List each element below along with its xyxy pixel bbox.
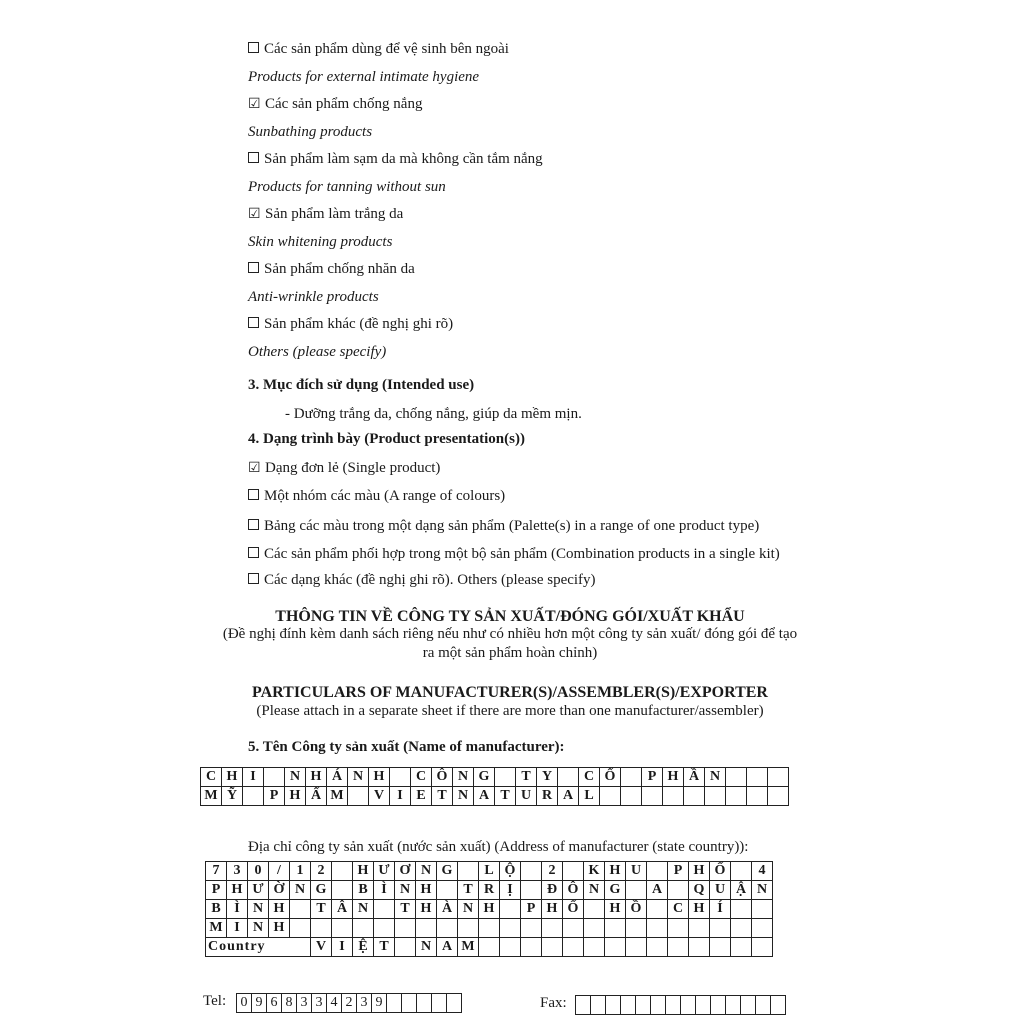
char-cell[interactable]: 3	[227, 862, 248, 881]
char-cell[interactable]: Ị	[500, 881, 521, 900]
presentation-option	[248, 545, 780, 563]
digit-cell[interactable]: 3	[312, 994, 327, 1013]
char-cell[interactable]: G	[311, 881, 332, 900]
char-cell[interactable]: I	[390, 787, 411, 806]
char-cell[interactable]: N	[584, 881, 605, 900]
digit-cell[interactable]: 3	[297, 994, 312, 1013]
char-cell[interactable]: K	[584, 862, 605, 881]
char-cell[interactable]	[626, 919, 647, 938]
char-cell[interactable]: E	[411, 787, 432, 806]
char-cell[interactable]: Ộ	[500, 862, 521, 881]
checkbox[interactable]	[248, 42, 259, 53]
char-cell[interactable]: U	[710, 881, 731, 900]
char-cell[interactable]: H	[689, 900, 710, 919]
char-cell[interactable]: H	[663, 768, 684, 787]
char-cell[interactable]: N	[290, 881, 311, 900]
char-cell[interactable]	[264, 768, 285, 787]
char-cell[interactable]	[374, 919, 395, 938]
category-label-vi: Sản phẩm chống nhăn da	[264, 261, 415, 277]
char-cell[interactable]: H	[479, 900, 500, 919]
digit-cell[interactable]	[432, 994, 447, 1013]
char-cell[interactable]: I	[227, 919, 248, 938]
char-cell[interactable]: L	[579, 787, 600, 806]
country-char-cell[interactable]	[584, 938, 605, 957]
char-cell[interactable]	[290, 919, 311, 938]
checkbox[interactable]	[248, 573, 259, 584]
manufacturer-info-vi-note-2: ra một sản phẩm hoàn chỉnh)	[422, 645, 598, 661]
char-cell[interactable]: Ô	[563, 881, 584, 900]
char-cell[interactable]: B	[353, 881, 374, 900]
char-cell[interactable]: Ố	[710, 862, 731, 881]
char-cell[interactable]	[752, 900, 773, 919]
char-cell[interactable]: Ô	[432, 768, 453, 787]
char-cell[interactable]: H	[542, 900, 563, 919]
char-cell[interactable]: Ư	[374, 862, 395, 881]
category-label-en: Others (please specify)	[248, 344, 387, 360]
checked-checkbox[interactable]: ☑	[248, 461, 261, 476]
digit-cell[interactable]	[756, 996, 771, 1015]
digit-cell[interactable]: 6	[267, 994, 282, 1013]
char-cell[interactable]: Ỹ	[222, 787, 243, 806]
char-cell[interactable]: H	[369, 768, 390, 787]
char-cell[interactable]: T	[432, 787, 453, 806]
char-cell[interactable]: Ờ	[269, 881, 290, 900]
digit-cell[interactable]: 4	[327, 994, 342, 1013]
char-cell[interactable]: N	[458, 900, 479, 919]
tel-field	[236, 993, 462, 1013]
char-cell[interactable]: C	[579, 768, 600, 787]
char-cell[interactable]	[705, 787, 726, 806]
char-cell[interactable]: G	[437, 862, 458, 881]
digit-cell[interactable]: 9	[252, 994, 267, 1013]
char-cell[interactable]: A	[558, 787, 579, 806]
digit-cell[interactable]: 8	[282, 994, 297, 1013]
char-cell[interactable]: N	[353, 900, 374, 919]
category-label-en: Products for tanning without sun	[248, 179, 446, 195]
char-cell[interactable]	[621, 787, 642, 806]
char-cell[interactable]: N	[248, 900, 269, 919]
char-cell[interactable]: G	[605, 881, 626, 900]
country-char-cell[interactable]	[479, 938, 500, 957]
digit-cell[interactable]	[711, 996, 726, 1015]
char-cell[interactable]: Ổ	[600, 768, 621, 787]
manufacturer-name-grid	[200, 767, 789, 806]
category-item	[248, 315, 453, 333]
presentation-label: Các sản phẩm phối hợp trong một bộ sản phẩm (Combination products in a single kit)	[264, 546, 780, 562]
char-cell[interactable]: C	[201, 768, 222, 787]
char-cell[interactable]	[752, 919, 773, 938]
char-cell[interactable]: Â	[332, 900, 353, 919]
char-cell[interactable]	[605, 919, 626, 938]
char-cell[interactable]: U	[516, 787, 537, 806]
char-cell[interactable]	[353, 919, 374, 938]
digit-cell[interactable]	[636, 996, 651, 1015]
section-4-heading: 4. Dạng trình bày (Product presentation(s))	[248, 431, 525, 447]
country-char-cell[interactable]: N	[416, 938, 437, 957]
char-cell[interactable]: À	[437, 900, 458, 919]
char-cell[interactable]	[584, 919, 605, 938]
char-cell[interactable]: H	[222, 768, 243, 787]
country-label: Country	[206, 938, 311, 957]
char-cell[interactable]	[500, 919, 521, 938]
char-cell[interactable]: N	[395, 881, 416, 900]
checkbox[interactable]	[248, 262, 259, 273]
char-cell[interactable]: N	[453, 768, 474, 787]
char-cell[interactable]: M	[206, 919, 227, 938]
country-char-cell[interactable]	[752, 938, 773, 957]
char-cell[interactable]: I	[243, 768, 264, 787]
char-cell[interactable]	[726, 787, 747, 806]
char-cell[interactable]: M	[201, 787, 222, 806]
char-cell[interactable]	[521, 919, 542, 938]
digit-cell[interactable]	[417, 994, 432, 1013]
char-cell[interactable]	[747, 768, 768, 787]
char-cell[interactable]	[668, 881, 689, 900]
category-label-en: Skin whitening products	[248, 234, 393, 250]
char-cell[interactable]	[731, 862, 752, 881]
char-cell[interactable]: P	[521, 900, 542, 919]
presentation-option	[248, 487, 505, 505]
category-label-vi: Sản phẩm làm trắng da	[265, 206, 404, 222]
char-cell[interactable]: /	[269, 862, 290, 881]
char-cell[interactable]	[747, 787, 768, 806]
char-cell[interactable]: N	[285, 768, 306, 787]
char-cell[interactable]	[437, 919, 458, 938]
char-cell[interactable]	[416, 919, 437, 938]
char-cell[interactable]: C	[668, 900, 689, 919]
checkbox[interactable]	[248, 317, 259, 328]
manufacturer-info-en-title: PARTICULARS OF MANUFACTURER(S)/ASSEMBLER(S)/EXPORTER	[252, 684, 768, 701]
category-label-vi: Sản phẩm khác (đề nghị ghi rõ)	[264, 316, 454, 332]
char-cell[interactable]	[684, 787, 705, 806]
digit-cell[interactable]	[651, 996, 666, 1015]
category-label-en: Sunbathing products	[248, 124, 373, 140]
checkbox[interactable]	[248, 519, 259, 530]
presentation-label: Dạng đơn lẻ (Single product)	[265, 460, 441, 476]
fax-field	[575, 995, 786, 1015]
char-cell[interactable]: N	[705, 768, 726, 787]
char-cell[interactable]: H	[605, 900, 626, 919]
country-char-cell[interactable]	[731, 938, 752, 957]
char-cell[interactable]: P	[642, 768, 663, 787]
char-cell[interactable]	[395, 919, 416, 938]
char-cell[interactable]	[621, 768, 642, 787]
category-item	[248, 95, 422, 113]
char-cell[interactable]	[584, 900, 605, 919]
country-char-cell[interactable]	[647, 938, 668, 957]
char-cell[interactable]: M	[327, 787, 348, 806]
char-cell[interactable]: V	[369, 787, 390, 806]
digit-cell[interactable]	[771, 996, 786, 1015]
char-cell[interactable]: T	[395, 900, 416, 919]
digit-cell[interactable]	[666, 996, 681, 1015]
country-char-cell[interactable]	[542, 938, 563, 957]
char-cell[interactable]: H	[269, 919, 290, 938]
char-cell[interactable]	[332, 919, 353, 938]
char-cell[interactable]	[642, 787, 663, 806]
char-cell[interactable]: C	[411, 768, 432, 787]
char-cell[interactable]	[521, 862, 542, 881]
char-cell[interactable]: N	[453, 787, 474, 806]
category-item	[248, 260, 415, 278]
char-cell[interactable]	[437, 881, 458, 900]
char-cell[interactable]	[558, 768, 579, 787]
category-label-vi: Các sản phẩm dùng để vệ sinh bên ngoài	[264, 41, 509, 57]
char-cell[interactable]	[479, 919, 500, 938]
char-cell[interactable]: N	[348, 768, 369, 787]
digit-cell[interactable]	[681, 996, 696, 1015]
country-char-cell[interactable]	[521, 938, 542, 957]
char-cell[interactable]: Í	[710, 900, 731, 919]
presentation-label: Một nhóm các màu (A range of colours)	[264, 488, 506, 504]
char-cell[interactable]: T	[516, 768, 537, 787]
checked-checkbox[interactable]: ☑	[248, 207, 261, 222]
char-cell[interactable]: H	[306, 768, 327, 787]
char-cell[interactable]: 2	[311, 862, 332, 881]
char-cell[interactable]	[731, 900, 752, 919]
char-cell[interactable]: B	[206, 900, 227, 919]
char-cell[interactable]: U	[626, 862, 647, 881]
char-cell[interactable]: R	[537, 787, 558, 806]
char-cell[interactable]: H	[227, 881, 248, 900]
char-cell[interactable]: 1	[290, 862, 311, 881]
char-cell[interactable]: H	[416, 881, 437, 900]
char-cell[interactable]	[626, 881, 647, 900]
char-cell[interactable]: Ố	[563, 900, 584, 919]
country-char-cell[interactable]	[710, 938, 731, 957]
char-cell[interactable]: Ư	[248, 881, 269, 900]
char-cell[interactable]	[710, 919, 731, 938]
char-cell[interactable]	[458, 862, 479, 881]
char-cell[interactable]: 0	[248, 862, 269, 881]
char-cell[interactable]: H	[605, 862, 626, 881]
country-char-cell[interactable]	[668, 938, 689, 957]
char-cell[interactable]: P	[668, 862, 689, 881]
digit-cell[interactable]	[591, 996, 606, 1015]
category-label-vi: Sản phẩm làm sạm da mà không cần tắm nắng	[264, 151, 543, 167]
char-cell[interactable]	[731, 919, 752, 938]
digit-cell[interactable]	[696, 996, 711, 1015]
country-char-cell[interactable]: I	[332, 938, 353, 957]
char-cell[interactable]	[243, 787, 264, 806]
char-cell[interactable]: Đ	[542, 881, 563, 900]
country-char-cell[interactable]: Ệ	[353, 938, 374, 957]
char-cell[interactable]	[647, 900, 668, 919]
char-cell[interactable]: 4	[752, 862, 773, 881]
digit-cell[interactable]: 0	[237, 994, 252, 1013]
digit-cell[interactable]	[576, 996, 591, 1015]
country-char-cell[interactable]: V	[311, 938, 332, 957]
digit-cell[interactable]	[741, 996, 756, 1015]
char-cell[interactable]: Ầ	[684, 768, 705, 787]
char-cell[interactable]	[500, 900, 521, 919]
category-label-en: Products for external intimate hygiene	[248, 69, 480, 85]
digit-cell[interactable]: 2	[342, 994, 357, 1013]
char-cell[interactable]	[542, 919, 563, 938]
digit-cell[interactable]	[606, 996, 621, 1015]
char-cell[interactable]: A	[474, 787, 495, 806]
char-cell[interactable]	[495, 768, 516, 787]
country-char-cell[interactable]	[689, 938, 710, 957]
presentation-label: Bảng các màu trong một dạng sản phẩm (Palette(s) in a range of one product type)	[264, 518, 760, 534]
manufacturer-info-vi-note-1: (Đề nghị đính kèm danh sách riêng nếu như có nhiều hơn một công ty sản xuất/ đóng gói để tạo	[222, 626, 798, 642]
char-cell[interactable]	[768, 768, 789, 787]
digit-cell[interactable]: 9	[372, 994, 387, 1013]
char-cell[interactable]	[390, 768, 411, 787]
category-label-en: Anti-wrinkle products	[248, 289, 379, 305]
tel-label: Tel:	[203, 993, 227, 1009]
char-cell[interactable]: Ì	[374, 881, 395, 900]
category-label-vi: Các sản phẩm chống nắng	[265, 96, 423, 112]
char-cell[interactable]: Y	[537, 768, 558, 787]
presentation-option	[248, 459, 440, 477]
char-cell[interactable]: H	[416, 900, 437, 919]
char-cell[interactable]: Ì	[227, 900, 248, 919]
country-char-cell[interactable]	[626, 938, 647, 957]
char-cell[interactable]	[311, 919, 332, 938]
intended-use-text: - Dưỡng trắng da, chống nắng, giúp da mềm mịn.	[285, 406, 582, 422]
char-cell[interactable]: Q	[689, 881, 710, 900]
char-cell[interactable]	[663, 787, 684, 806]
manufacturer-info-en-note: (Please attach in a separate sheet if there are more than one manufacturer/assembler)	[256, 703, 764, 719]
char-cell[interactable]	[458, 919, 479, 938]
category-item	[248, 205, 403, 223]
digit-cell[interactable]: 3	[357, 994, 372, 1013]
char-cell[interactable]: H	[353, 862, 374, 881]
manufacturer-info-vi-title: THÔNG TIN VỀ CÔNG TY SẢN XUẤT/ĐÓNG GÓI/XUẤT KHẨU	[275, 608, 745, 625]
char-cell[interactable]	[689, 919, 710, 938]
char-cell[interactable]: T	[311, 900, 332, 919]
presentation-option	[248, 571, 596, 589]
char-cell[interactable]: Á	[327, 768, 348, 787]
country-char-cell[interactable]: T	[374, 938, 395, 957]
char-cell[interactable]: N	[752, 881, 773, 900]
digit-cell[interactable]	[447, 994, 462, 1013]
section-5-heading: 5. Tên Công ty sản xuất (Name of manufacturer):	[248, 739, 565, 755]
checkbox[interactable]	[248, 489, 259, 500]
country-char-cell[interactable]	[563, 938, 584, 957]
digit-cell[interactable]	[387, 994, 402, 1013]
char-cell[interactable]: N	[416, 862, 437, 881]
char-cell[interactable]: H	[689, 862, 710, 881]
char-cell[interactable]: P	[206, 881, 227, 900]
digit-cell[interactable]	[402, 994, 417, 1013]
char-cell[interactable]	[726, 768, 747, 787]
char-cell[interactable]	[332, 862, 353, 881]
char-cell[interactable]: G	[474, 768, 495, 787]
category-item	[248, 150, 543, 168]
char-cell[interactable]	[668, 919, 689, 938]
char-cell[interactable]	[647, 862, 668, 881]
char-cell[interactable]: N	[248, 919, 269, 938]
char-cell[interactable]: L	[479, 862, 500, 881]
fax-label: Fax:	[540, 995, 567, 1011]
char-cell[interactable]	[600, 787, 621, 806]
char-cell[interactable]: T	[458, 881, 479, 900]
char-cell[interactable]: Ơ	[395, 862, 416, 881]
char-cell[interactable]: R	[479, 881, 500, 900]
country-char-cell[interactable]	[395, 938, 416, 957]
digit-cell[interactable]	[726, 996, 741, 1015]
section-3-heading: 3. Mục đích sử dụng (Intended use)	[248, 377, 475, 393]
checkbox[interactable]	[248, 152, 259, 163]
char-cell[interactable]: 2	[542, 862, 563, 881]
char-cell[interactable]	[332, 881, 353, 900]
char-cell[interactable]: A	[647, 881, 668, 900]
manufacturer-address-grid	[205, 861, 773, 957]
char-cell[interactable]: Ồ	[626, 900, 647, 919]
checkbox[interactable]	[248, 547, 259, 558]
char-cell[interactable]	[563, 862, 584, 881]
char-cell[interactable]: T	[495, 787, 516, 806]
country-char-cell[interactable]: A	[437, 938, 458, 957]
country-char-cell[interactable]	[605, 938, 626, 957]
char-cell[interactable]: Ậ	[731, 881, 752, 900]
presentation-label: Các dạng khác (đề nghị ghi rõ). Others (please specify)	[264, 572, 596, 588]
char-cell[interactable]	[521, 881, 542, 900]
char-cell[interactable]	[374, 900, 395, 919]
digit-cell[interactable]	[621, 996, 636, 1015]
category-item	[248, 40, 509, 58]
char-cell[interactable]: H	[285, 787, 306, 806]
char-cell[interactable]	[563, 919, 584, 938]
address-label: Địa chỉ công ty sản xuất (nước sản xuất) (Address of manufacturer (state country)):	[248, 839, 749, 855]
char-cell[interactable]: H	[269, 900, 290, 919]
country-char-cell[interactable]: M	[458, 938, 479, 957]
presentation-option	[248, 517, 759, 535]
char-cell[interactable]	[768, 787, 789, 806]
char-cell[interactable]	[290, 900, 311, 919]
country-char-cell[interactable]	[500, 938, 521, 957]
char-cell[interactable]: Ẩ	[306, 787, 327, 806]
char-cell[interactable]	[647, 919, 668, 938]
char-cell[interactable]: 7	[206, 862, 227, 881]
char-cell[interactable]: P	[264, 787, 285, 806]
checked-checkbox[interactable]: ☑	[248, 97, 261, 112]
char-cell[interactable]	[348, 787, 369, 806]
